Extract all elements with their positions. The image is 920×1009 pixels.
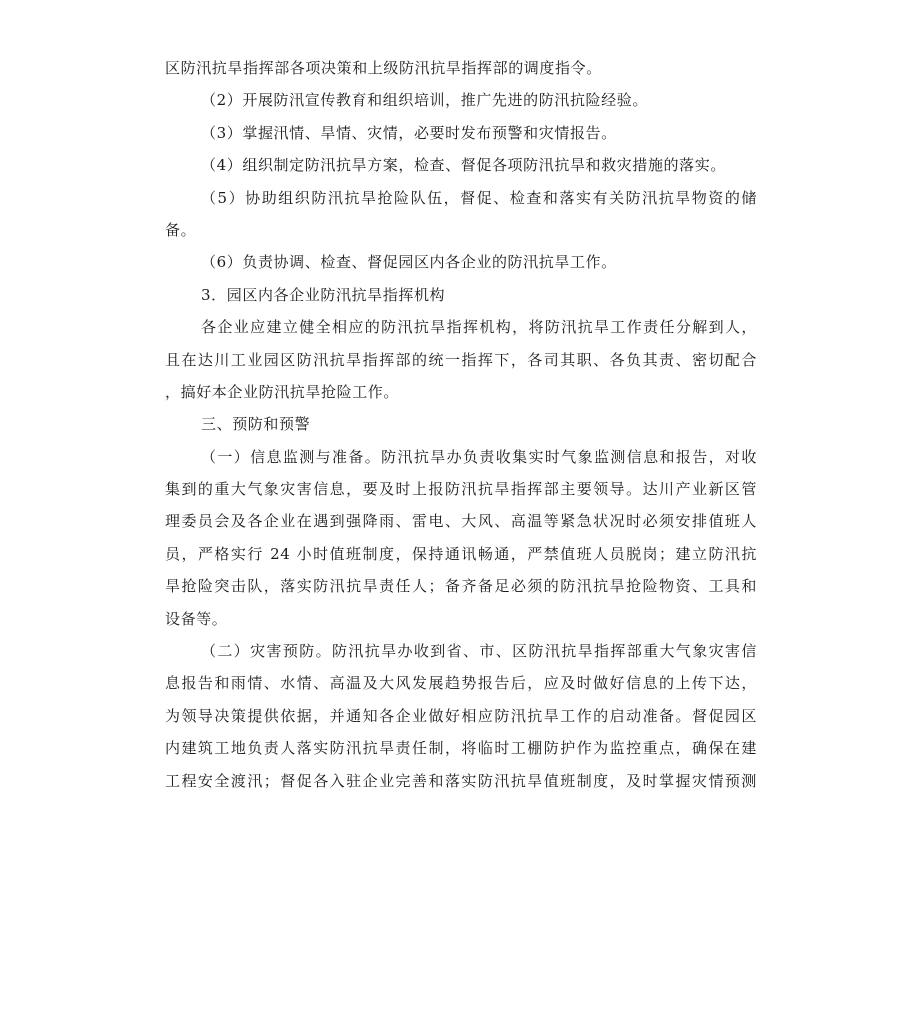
text-line: 息报告和雨情、水情、高温及大风发展趋势报告后，应及时做好信息的上传下达，	[165, 674, 757, 693]
text-line: （二）灾害预防。防汛抗旱办收到省、市、区防汛抗旱指挥部重大气象灾害信	[201, 642, 757, 661]
section-heading: 3．园区内各企业防汛抗旱指挥机构	[201, 285, 446, 304]
text-line: 且在达川工业园区防汛抗旱指挥部的统一指挥下，各司其职、各负其责、密切配合	[165, 350, 757, 369]
text-line: （2）开展防汛宣传教育和组织培训，推广先进的防汛抗险经验。	[201, 91, 648, 110]
text-line: 理委员会及各企业在遇到强降雨、雷电、大风、高温等紧急状况时必须安排值班人	[165, 512, 757, 531]
document-body	[165, 52, 757, 797]
text-line: 为领导决策提供依据，并通知各企业做好相应防汛抗旱工作的启动准备。督促园区	[165, 706, 757, 725]
text-line: 员，严格实行 24 小时值班制度，保持通讯畅通，严禁值班人员脱岗；建立防汛抗	[165, 544, 757, 563]
text-line: 各企业应建立健全相应的防汛抗旱指挥机构，将防汛抗旱工作责任分解到人，	[201, 318, 757, 337]
text-line: 集到的重大气象灾害信息，要及时上报防汛抗旱指挥部主要领导。达川产业新区管	[165, 480, 757, 499]
text-line: （5）协助组织防汛抗旱抢险队伍，督促、检查和落实有关防汛抗旱物资的储	[201, 188, 757, 207]
text-line: 内建筑工地负责人落实防汛抗旱责任制，将临时工棚防护作为监控重点，确保在建	[165, 739, 757, 758]
text-line: （6）负责协调、检查、督促园区内各企业的防汛抗旱工作。	[201, 253, 617, 272]
text-line: 工程安全渡汛；督促各入驻企业完善和落实防汛抗旱值班制度，及时掌握灾情预测	[165, 771, 757, 790]
text-line: ，搞好本企业防汛抗旱抢险工作。	[165, 382, 400, 401]
text-line: （3）掌握汛情、旱情、灾情，必要时发布预警和灾情报告。	[201, 123, 617, 142]
text-line: 备。	[165, 220, 197, 239]
text-line: 旱抢险突击队，落实防汛抗旱责任人；备齐备足必须的防汛抗旱抢险物资、工具和	[165, 577, 757, 596]
text-line: 设备等。	[165, 609, 228, 628]
section-heading: 三、预防和预警	[201, 415, 311, 434]
text-line: （4）组织制定防汛抗旱方案，检查、督促各项防汛抗旱和救灾措施的落实。	[201, 156, 726, 175]
text-line: 区防汛抗旱指挥部各项决策和上级防汛抗旱指挥部的调度指令。	[165, 59, 602, 77]
text-line: （一）信息监测与准备。防汛抗旱办负责收集实时气象监测信息和报告，对收	[201, 447, 757, 466]
